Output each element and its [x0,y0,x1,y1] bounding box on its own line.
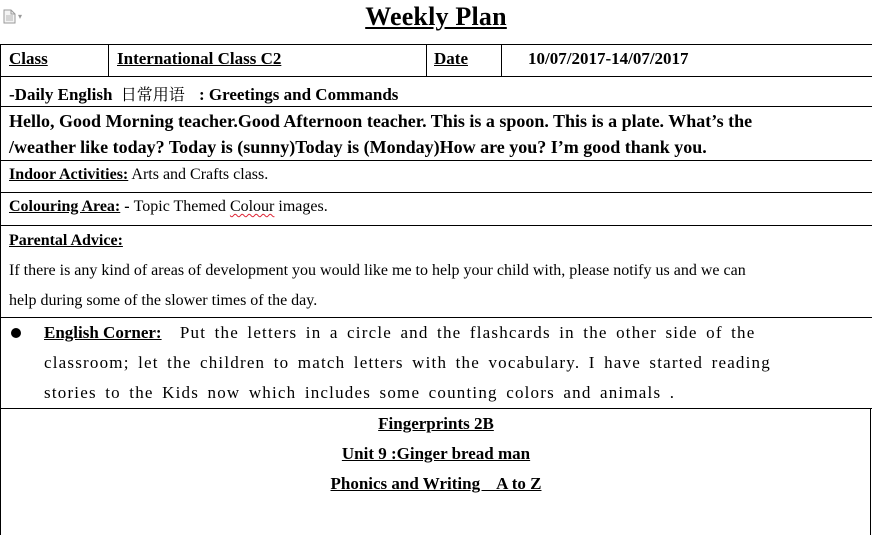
row-divider [0,160,872,161]
colouring-area-spell-word: Colour [229,198,275,215]
indoor-activities-label: Indoor Activities: [9,166,129,183]
class-label: Class [9,49,48,68]
parental-advice-line-1: If there is any kind of areas of development you would like me to help your child with, please notify us and we can [9,262,746,279]
book-title: Fingerprints 2B [378,414,494,433]
row-divider [0,408,872,409]
row-divider [0,106,872,107]
col-divider [426,44,427,76]
english-corner-label: English Corner: [44,323,162,342]
unit-title: Unit 9 :Ginger bread man [341,444,531,463]
indoor-activities-text: Arts and Crafts class. [128,166,269,183]
page-title: Weekly Plan [365,2,507,31]
row-divider [0,76,872,77]
colouring-area [9,198,328,216]
indoor-activities [9,166,268,184]
english-corner-line-1 [44,323,756,343]
col-divider [501,44,502,76]
daily-english-prefix: -Daily English [9,85,113,104]
row-divider [0,225,872,226]
daily-english-topic: : Greetings and Commands [198,85,399,104]
class-value: International Class C2 [117,49,282,68]
date-label: Date [434,49,468,68]
parental-advice-label: Parental Advice: [9,232,123,249]
colouring-area-dash: - [120,198,134,215]
col-divider [108,44,109,76]
english-corner-text-1: Put the letters in a circle and the flashcards in the other side of the [179,323,756,342]
parental-advice-line-2: help during some of the slower times of the day. [9,292,318,309]
colouring-area-label: Colouring Area: [9,198,121,215]
daily-english-chinese: 日常用语 [120,85,185,104]
date-value: 10/07/2017-14/07/2017 [528,49,689,68]
daily-english-heading [9,82,398,105]
colouring-area-text-end: images. [274,198,328,215]
phrases-line-1: Hello, Good Morning teacher.Good Afternoon teacher. This is a spoon. This is a plate. What’s the [9,111,753,131]
row-divider [0,317,872,318]
table-border-top [0,44,872,45]
english-corner-line-2: classroom; let the children to match letters with the vocabulary. I have started reading [44,353,771,372]
phrases-line-2: /weather like today? Today is (sunny)Today is (Monday)How are you? I’m good thank you. [9,137,707,157]
english-corner-line-3: stories to the Kids now which includes some counting colors and animals . [44,383,676,402]
phonics-title: Phonics and Writing A to Z [330,474,542,493]
colouring-area-text: Topic Themed [133,198,230,215]
bullet-icon [11,328,21,338]
chevron-down-icon[interactable]: ▾ [18,11,23,21]
row-divider [0,192,872,193]
